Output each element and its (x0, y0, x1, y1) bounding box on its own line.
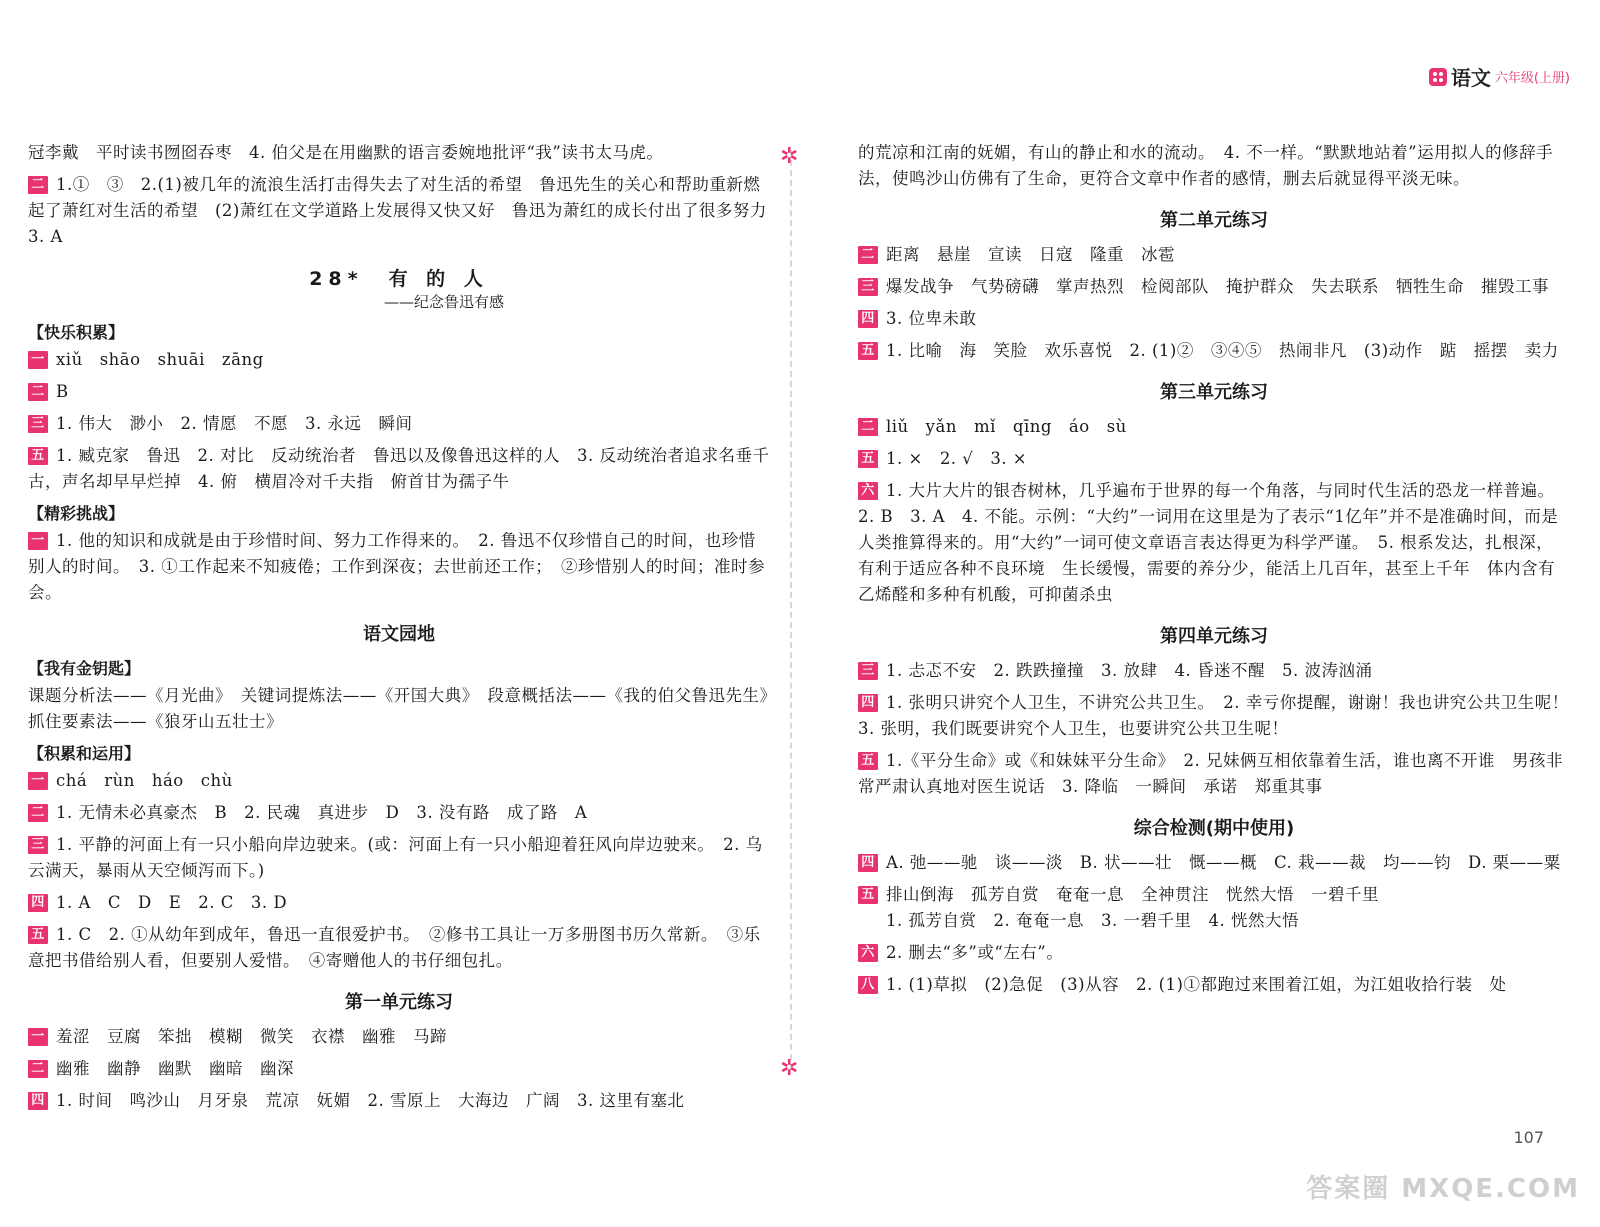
answer-text: B (56, 382, 69, 401)
answer-text: 1. 张明只讲究个人卫生，不讲究公共卫生。 2. 幸亏你提醒，谢谢！我也讲究公共卫生呢！ 3. 张明，我们既要讲究个人卫生，也要讲究公共卫生呢！ (858, 693, 1586, 738)
question-number: 一 (28, 1028, 48, 1046)
lesson-subtitle: ——纪念鲁迅有感 (383, 293, 504, 311)
answer-text: 2. 删去“多”或“左右”。 (886, 943, 1064, 962)
answer-text: 1. 平静的河面上有一只小船向岸边驶来。(或：河面上有一只小船迎着狂风向岸边驶来。 2. 乌云满天，暴雨从天空倾泻而下。) (28, 835, 763, 880)
question-number: 二 (28, 176, 48, 194)
question-number: 五 (858, 886, 878, 904)
answer-text: 1. C 2. ①从幼年到成年，鲁迅一直很爱护书。 ②修书工具让一万多册图书历久常新。 ③乐意把书借给别人看，但要别人爱惜。 ④寄赠他人的书仔细包扎。 (28, 925, 761, 970)
answer-text: 1. 他的知识和成就是由于珍惜时间、努力工作得来的。 2. 鲁迅不仅珍惜自己的时间，也珍惜别人的时间。 3. ①工作起来不知疲倦；工作到深夜；去世前还工作； ②珍惜别人的时间；准时参会。 (28, 531, 765, 602)
answer-item (28, 1056, 770, 1082)
answer-text: xiǔ shāo shuāi zāng (56, 350, 264, 369)
answer-text: 1. A C D E 2. C 3. D (56, 893, 288, 912)
question-number: 五 (858, 752, 878, 770)
answer-item (858, 338, 1570, 364)
answer-item (28, 379, 770, 405)
question-number: 二 (28, 383, 48, 401)
lesson-title: 28* 有 的 人 (309, 268, 489, 290)
section-title: 第三单元练习 (1160, 382, 1268, 403)
question-number: 三 (858, 662, 878, 680)
section-label: 【我有金钥匙】 (28, 659, 141, 678)
paragraph: 冠李戴 平时读书囫囵吞枣 4. 伯父是在用幽默的语言委婉地批评“我”读书太马虎。 (28, 143, 664, 162)
question-number: 五 (858, 450, 878, 468)
question-number: 一 (28, 351, 48, 369)
question-number: 五 (858, 342, 878, 360)
question-number: 三 (28, 415, 48, 433)
section-title: 第二单元练习 (1160, 210, 1268, 231)
answer-text: 爆发战争 气势磅礴 掌声热烈 检阅部队 掩护群众 失去联系 牺牲生命 摧毁工事 (886, 277, 1549, 296)
page-number: 107 (1513, 1128, 1544, 1147)
paragraph: 的荒凉和江南的妩媚，有山的静止和水的流动。 4. 不一样。“默默地站着”运用拟人的修辞手法，使鸣沙山仿佛有了生命，更符合文章中作者的感情，删去后就显得平淡无味。 (858, 143, 1554, 188)
answer-item (28, 890, 770, 916)
answer-item (28, 1088, 770, 1114)
answer-item (28, 768, 770, 794)
question-number: 一 (28, 772, 48, 790)
question-number: 五 (28, 926, 48, 944)
left-column (28, 140, 786, 1120)
answer-item (858, 690, 1586, 742)
answer-text: 1. 伟大 渺小 2. 情愿 不愿 3. 永远 瞬间 (56, 414, 413, 433)
section-title: 语文园地 (363, 624, 435, 645)
answer-text: 1. 大片大片的银杏树林，几乎遍布于世界的每一个角落，与同时代生活的恐龙一样普遍。 2. B 3. A 4. 不能。示例：“大约”一词用在这里是为了表示“1亿年”并不是准确时间，而是人类推算得来的。用“大约”一词可使文章语言表达得更为科学严谨。 5. 根系发达，扎根深，有利于适应各种不良环境 生长缓慢，需要的养分少，能活上几百年，甚至上千年 体内含有乙烯醛和多种有机酸，可抑菌杀虫 (858, 481, 1564, 604)
answer-text: 1.① ③ 2.(1)被几年的流浪生活打击得失去了对生活的希望 鲁迅先生的关心和帮助重新燃起了萧红对生活的希望 (2)萧红在文学道路上发展得又快又好 鲁迅为萧红的成长付出了很多努力 3. A (28, 175, 784, 246)
answer-item (28, 1024, 770, 1050)
answer-item (858, 306, 1570, 332)
question-number: 二 (28, 1060, 48, 1078)
grade-label: 六年级(上册) (1494, 71, 1570, 86)
answer-text: 3. 位卑未敢 (886, 309, 977, 328)
answer-text: 1. 忐忑不安 2. 跌跌撞撞 3. 放肆 4. 昏迷不醒 5. 波涛汹涌 (886, 661, 1373, 680)
section-title: 第一单元练习 (345, 992, 453, 1013)
paragraph: 课题分析法——《月光曲》 关键词提炼法——《开国大典》 段意概括法——《我的伯父鲁迅先生》 抓住要素法——《狼牙山五壮士》 (28, 686, 786, 731)
column-divider (790, 150, 792, 1070)
question-number: 三 (858, 278, 878, 296)
question-number: 二 (28, 804, 48, 822)
answer-item (858, 940, 1570, 966)
answer-item (28, 528, 770, 606)
book-header (1429, 62, 1570, 91)
question-number: 八 (858, 976, 878, 994)
answer-item (28, 443, 770, 495)
answer-item (28, 347, 770, 373)
question-number: 一 (28, 532, 48, 550)
answer-item (858, 446, 1570, 472)
answer-item (28, 411, 770, 437)
answer-item (858, 850, 1570, 876)
section-label: 【精彩挑战】 (28, 504, 125, 523)
section-title: 综合检测(期中使用) (1133, 818, 1295, 839)
answer-item (858, 274, 1570, 300)
question-number: 四 (28, 1092, 48, 1110)
subject-title: 语文 (1450, 66, 1491, 90)
answer-item (28, 922, 770, 974)
question-number: 六 (858, 944, 878, 962)
right-column (858, 140, 1586, 1004)
answer-item (858, 748, 1570, 800)
answer-item (858, 478, 1570, 608)
answer-text: liǔ yǎn mǐ qīng áo sù (886, 417, 1127, 436)
question-number: 五 (28, 447, 48, 465)
answer-item (28, 172, 784, 250)
section-title: 第四单元练习 (1160, 626, 1268, 647)
question-number: 四 (28, 894, 48, 912)
answer-text: 1.《平分生命》或《和妹妹平分生命》 2. 兄妹俩互相依靠着生活，谁也离不开谁 男孩非常严肃认真地对医生说话 3. 降临 一瞬间 承诺 郑重其事 (858, 751, 1563, 796)
section-label: 【快乐积累】 (28, 323, 125, 342)
section-label: 【积累和运用】 (28, 744, 141, 763)
answer-text: chá rùn háo chù (56, 771, 233, 790)
watermark: 答案圈 MXQE.COM (1306, 1174, 1580, 1204)
question-number: 四 (858, 694, 878, 712)
answer-text: A. 弛——驰 谈——淡 B. 状——壮 慨——概 C. 栽——裁 均——钧 D. 栗——粟 (886, 853, 1561, 872)
answer-text: 距离 悬崖 宣读 日寇 隆重 冰雹 (886, 245, 1175, 264)
star-icon: ✲ (780, 144, 799, 169)
answer-item (858, 414, 1570, 440)
answer-item (28, 832, 770, 884)
logo-icon (1429, 68, 1447, 86)
answer-item (858, 972, 1570, 998)
answer-item (858, 242, 1570, 268)
question-number: 四 (858, 310, 878, 328)
question-number: 二 (858, 418, 878, 436)
answer-text: 幽雅 幽静 幽默 幽暗 幽深 (56, 1059, 294, 1078)
answer-text: 1. 孤芳自赏 2. 奄奄一息 3. 一碧千里 4. 恍然大悟 (886, 911, 1299, 930)
answer-item (858, 882, 1570, 934)
answer-text: 排山倒海 孤芳自赏 奄奄一息 全神贯注 恍然大悟 一碧千里 (886, 885, 1379, 904)
answer-text: 1. 时间 鸣沙山 月牙泉 荒凉 妩媚 2. 雪原上 大海边 广阔 3. 这里有塞北 (56, 1091, 685, 1110)
question-number: 六 (858, 482, 878, 500)
answer-text: 1. × 2. √ 3. × (886, 449, 1028, 468)
question-number: 二 (858, 246, 878, 264)
answer-item (858, 658, 1570, 684)
question-number: 四 (858, 854, 878, 872)
answer-text: 1. 无情未必真豪杰 B 2. 民魂 真进步 D 3. 没有路 成了路 A (56, 803, 588, 822)
answer-text: 1. 比喻 海 笑脸 欢乐喜悦 2. (1)② ③④⑤ 热闹非凡 (3)动作 踮 摇摆 卖力 (886, 341, 1559, 360)
answer-item (28, 800, 770, 826)
answer-text: 1. 臧克家 鲁迅 2. 对比 反动统治者 鲁迅以及像鲁迅这样的人 3. 反动统治者追求名垂千古，声名却早早烂掉 4. 俯 横眉冷对千夫指 俯首甘为孺子牛 (28, 446, 770, 491)
answer-text: 1. (1)草拟 (2)急促 (3)从容 2. (1)①都跑过来围着江姐，为江姐收拾行装 处 (886, 975, 1507, 994)
star-icon: ✲ (780, 1056, 799, 1081)
answer-text: 羞涩 豆腐 笨拙 模糊 微笑 衣襟 幽雅 马蹄 (56, 1027, 447, 1046)
question-number: 三 (28, 836, 48, 854)
